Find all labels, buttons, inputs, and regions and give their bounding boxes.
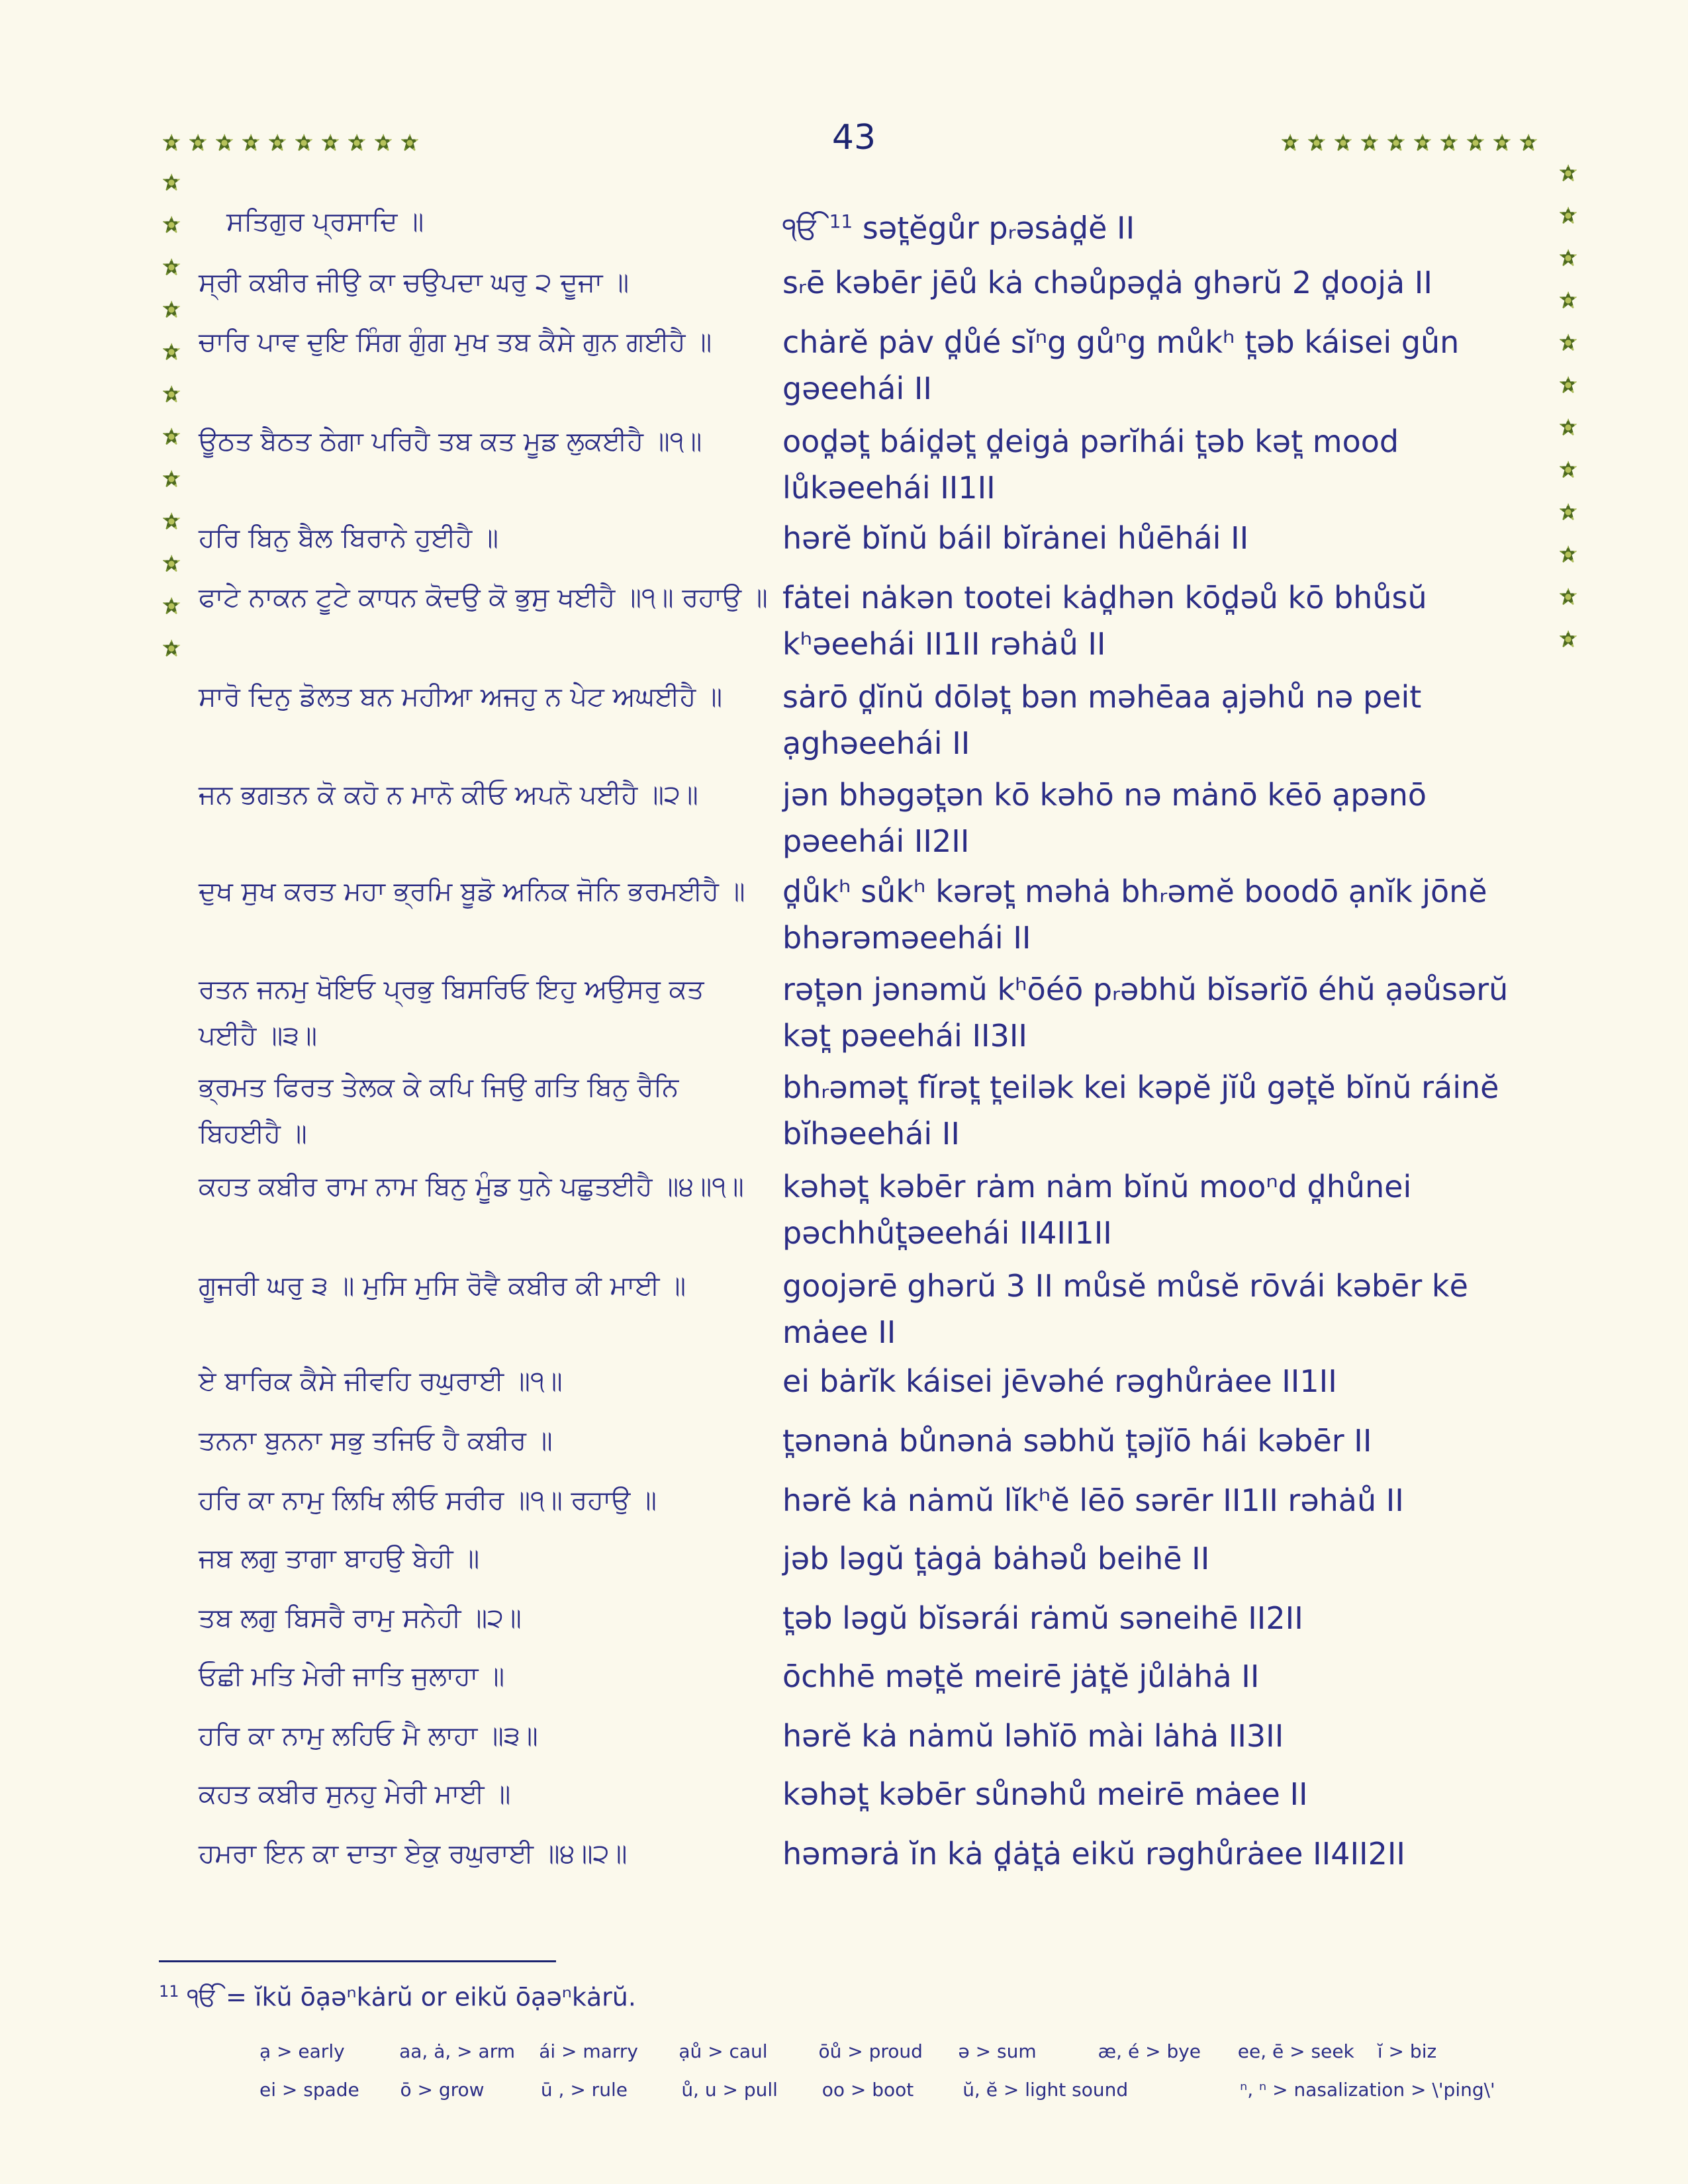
footnote	[159, 1982, 636, 2013]
pronunciation-key-item: oo > boot	[821, 2078, 914, 2101]
gurmukhi-line: ਚਾਰਿ ਪਾਵ ਦੁਇ ਸਿੰਗ ਗੁੰਗ ਮੁਖ ਤਬ ਕੈਸੇ ਗੁਨ ਗਈਹੈ ॥	[199, 327, 712, 357]
gurmukhi-line: ਹਰਿ ਕਾ ਨਾਮੁ ਲਹਿਓ ਮੈ ਲਾਹਾ ॥੩॥	[199, 1721, 538, 1751]
transliteration-line: hərĕ kȧ nȧmŭ ləhĭō mài lȧhȧ II3II	[782, 1718, 1284, 1754]
pronunciation-key-item: ō > grow	[400, 2078, 485, 2101]
flower-ornament-icon	[162, 639, 181, 658]
pronunciation-key-item: æ, é > bye	[1098, 2040, 1201, 2062]
pronunciation-key-item: ŭ, ĕ > light sound	[962, 2078, 1129, 2101]
flower-ornament-icon	[162, 385, 181, 404]
flower-ornament-icon	[242, 134, 260, 152]
flower-ornament-icon	[215, 134, 234, 152]
transliteration-line: hərĕ bĭnŭ báil bĭrȧnei hůēhái II	[782, 520, 1249, 556]
flower-ornament-icon	[1360, 134, 1379, 152]
transliteration-line: kəhət̪ kəbēr rȧm nȧm bĭnŭ mooⁿd d̪hůnei pəchhůt̪əeehái II4II1II	[782, 1169, 1421, 1251]
transliteration-line: t̪ənənȧ bůnənȧ səbhŭ t̪əjĭō hái kəbēr II	[782, 1423, 1372, 1459]
flower-ornament-icon	[1334, 134, 1352, 152]
pronunciation-key-item: ạů > caul	[679, 2040, 768, 2062]
gurmukhi-line: ਰਤਨ ਜਨਮੁ ਖੋਇਓ ਪ੍ਰਭੁ ਬਿਸਰਿਓ ਇਹੁ ਅਉਸਰੁ ਕਤ ਪਈਹੈ ॥੩॥	[199, 974, 704, 1051]
flower-ornament-icon	[295, 134, 313, 152]
footnote-text: ੴ = ĭkŭ ōạəⁿkȧrŭ or eikŭ ōạəⁿkȧrŭ.	[187, 1982, 636, 2012]
transliteration-line	[782, 199, 1537, 251]
flower-ornament-icon	[162, 512, 181, 531]
transliteration-line: sȧrō d̪ĭnŭ dōlət̪ bən məhēaa ạjəhů nə peit ạghəeehái II	[782, 679, 1431, 761]
gurmukhi-line: ਫਾਟੇ ਨਾਕਨ ਟੂਟੇ ਕਾਧਨ ਕੋਦਉ ਕੋ ਭੁਸੁ ਖਈਹੈ ॥੧॥ ਰਹਾਉ ॥	[199, 582, 768, 613]
ik-onkar-symbol: ੴ	[782, 210, 820, 246]
flower-ornament-icon	[1519, 134, 1538, 152]
flower-ornament-icon	[162, 300, 181, 319]
gurmukhi-line: ਦੁਖ ਸੁਖ ਕਰਤ ਮਹਾ ਭ੍ਰਮਿ ਬੂਡੋ ਅਨਿਕ ਜੋਨਿ ਭਰਮਈਹੈ ॥	[199, 876, 745, 907]
gurmukhi-line: ਊਠਤ ਬੈਠਤ ਠੇਗਾ ਪਰਿਹੈ ਤਬ ਕਤ ਮੂਡ ਲੁਕਈਹੈ ॥੧॥	[199, 426, 702, 457]
gurmukhi-line: ਸਾਰੋ ਦਿਨੁ ਡੋਲਤ ਬਨ ਮਹੀਆ ਅਜਹੁ ਨ ਪੇਟ ਅਘਈਹੈ ॥	[199, 682, 723, 712]
gurmukhi-line: ਗੂਜਰੀ ਘਰੁ ੩ ॥ ਮੁਸਿ ਮੁਸਿ ਰੋਵੈ ਕਬੀਰ ਕੀ ਮਾਈ ॥	[199, 1271, 686, 1301]
gurmukhi-line: ਸ੍ਰੀ ਕਬੀਰ ਜੀਉ ਕਾ ਚਉਪਦਾ ਘਰੁ ੨ ਦੂਜਾ ॥	[199, 267, 630, 298]
flower-ornament-icon	[1413, 134, 1432, 152]
footnote-divider	[159, 1960, 556, 1962]
flower-ornament-icon	[1307, 134, 1326, 152]
footnote-number: 11	[159, 1982, 179, 2001]
gurmukhi-line: ਭ੍ਰਮਤ ਫਿਰਤ ਤੇਲਕ ਕੇ ਕਪਿ ਜਿਉ ਗਤਿ ਬਿਨੁ ਰੈਨਿ ਬਿਹਈਹੈ ॥	[199, 1072, 679, 1149]
flower-ornament-icon	[1559, 503, 1577, 522]
transliteration-line: ei bȧrĭk káisei jēvəhé rəghůrȧee II1II	[782, 1363, 1337, 1399]
flower-ornament-icon	[1559, 630, 1577, 649]
transliteration-line: sᵣē kəbēr jēů kȧ chəůpəd̪ȧ ghərŭ 2 d̪oojȧ II	[782, 265, 1432, 300]
pronunciation-key-item: aa, ȧ, > arm	[399, 2040, 515, 2062]
pronunciation-key-item: ů, u > pull	[681, 2078, 778, 2101]
flower-ornament-icon	[1559, 588, 1577, 606]
flower-ornament-icon	[1493, 134, 1511, 152]
pronunciation-key	[259, 2032, 1517, 2109]
flower-ornament-icon	[321, 134, 340, 152]
decorative-border-right	[1559, 164, 1577, 649]
flower-ornament-icon	[162, 216, 181, 234]
gurmukhi-line: ਕਹਤ ਕਬੀਰ ਰਾਮ ਨਾਮ ਬਿਨੁ ਮੂੰਡ ਧੁਨੇ ਪਛੁਤਈਹੈ ॥੪॥੧॥	[199, 1171, 744, 1202]
transliteration-line: kəhət̪ kəbēr sůnəhů meirē mȧee II	[782, 1776, 1308, 1812]
flower-ornament-icon	[374, 134, 393, 152]
pronunciation-key-row	[259, 2032, 1517, 2070]
flower-ornament-icon	[162, 428, 181, 446]
flower-ornament-icon	[1559, 376, 1577, 394]
flower-ornament-icon	[162, 258, 181, 277]
decorative-border-top-right	[1281, 134, 1538, 152]
transliteration-line: hərĕ kȧ nȧmŭ lĭkʰĕ lēō sərēr II1II rəhȧů II	[782, 1482, 1404, 1518]
flower-ornament-icon	[1440, 134, 1458, 152]
flower-ornament-icon	[162, 134, 181, 152]
flower-ornament-icon	[162, 555, 181, 573]
flower-ornament-icon	[162, 597, 181, 615]
transliteration-line: fȧtei nȧkən tootei kȧd̪hən kōd̪əů kō bhůsŭ kʰəeehái II1II rəhȧů II	[782, 580, 1437, 662]
transliteration-line: həmərȧ ĭn kȧ d̪ȧt̪ȧ eikŭ rəghůrȧee II4II2II	[782, 1836, 1406, 1872]
gurmukhi-line: ਓਛੀ ਮਤਿ ਮੇਰੀ ਜਾਤਿ ਜੁਲਾਹਾ ॥	[199, 1661, 505, 1692]
transliteration-line: rət̪ən jənəmŭ kʰōéō pᵣəbhŭ bĭsərĭō éhŭ ạəůsərŭ kət̪ pəeehái II3II	[782, 972, 1518, 1054]
flower-ornament-icon	[162, 173, 181, 192]
gurmukhi-line: ਤਬ ਲਗੁ ਬਿਸਰੈ ਰਾਮੁ ਸਨੇਹੀ ॥੨॥	[199, 1603, 522, 1633]
transliteration-line: jəb ləgŭ t̪ȧgȧ bȧhəů beihē II	[782, 1541, 1210, 1576]
gurmukhi-line: ਸਤਿਗੁਰ ਪ੍ਰਸਾਦਿ ॥	[226, 206, 424, 237]
pronunciation-key-item: ū , > rule	[540, 2078, 628, 2101]
pronunciation-key-row	[259, 2070, 1517, 2109]
flower-ornament-icon	[1281, 134, 1299, 152]
gurmukhi-line: ਕਹਤ ਕਬੀਰ ਸੁਨਹੁ ਮੇਰੀ ਮਾਈ ॥	[199, 1779, 511, 1809]
flower-ornament-icon	[1559, 461, 1577, 479]
flower-ornament-icon	[1559, 249, 1577, 267]
flower-ornament-icon	[400, 134, 419, 152]
gurmukhi-line: ਏ ਬਾਰਿਕ ਕੈਸੇ ਜੀਵਹਿ ਰਘੁਰਾਈ ॥੧॥	[199, 1366, 563, 1396]
pronunciation-key-item: ee, ē > seek	[1237, 2040, 1354, 2062]
flower-ornament-icon	[268, 134, 287, 152]
flower-ornament-icon	[1559, 545, 1577, 564]
transliteration-line: chȧrĕ pȧv d̪ůé sĭⁿg gůⁿg můkʰ t̪əb káisei gůn gəeehái II	[782, 324, 1469, 406]
transliteration-line: t̪əb ləgŭ bĭsərái rȧmŭ səneihē II2II	[782, 1600, 1303, 1636]
gurmukhi-line: ਹਰਿ ਕਾ ਨਾਮੁ ਲਿਖਿ ਲੀਓ ਸਰੀਰ ॥੧॥ ਰਹਾਉ ॥	[199, 1485, 657, 1516]
gurmukhi-line: ਜਨ ਭਗਤਨ ਕੋ ਕਹੋ ਨ ਮਾਨੋ ਕੀਓ ਅਪਨੋ ਪਈਹੈ ॥੨॥	[199, 780, 698, 810]
flower-ornament-icon	[1559, 291, 1577, 310]
transliteration-line: jən bhəgət̪ən kō kəhō nə mȧnō kēō ạpənō pəeehái II2II	[782, 777, 1436, 859]
pronunciation-key-item: ə > sum	[958, 2040, 1037, 2062]
decorative-border-top-left	[162, 134, 419, 152]
decorative-border-left	[162, 173, 181, 658]
flower-ornament-icon	[1559, 164, 1577, 183]
pronunciation-key-item: ạ > early	[259, 2040, 345, 2062]
gurmukhi-line: ਤਨਨਾ ਬੁਨਨਾ ਸਭੁ ਤਜਿਓ ਹੈ ਕਬੀਰ ॥	[199, 1426, 553, 1456]
flower-ornament-icon	[1466, 134, 1485, 152]
page-number: 43	[831, 118, 876, 158]
transliteration-line: d̪ůkʰ sůkʰ kərət̪ məhȧ bhᵣəmĕ boodō ạnĭk jōnĕ bhərəməeehái II	[782, 874, 1497, 956]
transliteration-line: ōchhē mət̪ĕ meirē jȧt̪ĕ jůlȧhȧ II	[782, 1659, 1260, 1694]
flower-ornament-icon	[1387, 134, 1405, 152]
flower-ornament-icon	[1559, 418, 1577, 437]
gurmukhi-line: ਜਬ ਲਗੁ ਤਾਗਾ ਬਾਹਉ ਬੇਹੀ ॥	[199, 1543, 480, 1574]
flower-ornament-icon	[189, 134, 207, 152]
gurmukhi-line: ਹਮਰਾ ਇਨ ਕਾ ਦਾਤਾ ਏਕੁ ਰਘੁਰਾਈ ॥੪॥੨॥	[199, 1839, 628, 1869]
transliteration-line: bhᵣəmət̪ fĭrət̪ t̪eilək kei kəpĕ jĭů gət̪ĕ bĭnŭ ráinĕ bĭhəeehái II	[782, 1069, 1509, 1152]
transliteration-line: goojərē ghərŭ 3 II můsĕ můsĕ rōvái kəbēr kē mȧee II	[782, 1268, 1478, 1350]
pronunciation-key-item: ⁿ, ⁿ > nasalization > \'ping\'	[1240, 2078, 1495, 2101]
gurmukhi-line: ਹਰਿ ਬਿਨੁ ਬੈਲ ਬਿਰਾਨੇ ਹੁਈਹੈ ॥	[199, 523, 498, 553]
flower-ornament-icon	[162, 470, 181, 488]
flower-ornament-icon	[348, 134, 366, 152]
flower-ornament-icon	[162, 343, 181, 361]
footnote-reference: 11	[829, 210, 853, 232]
pronunciation-key-item: ōů > proud	[818, 2040, 923, 2062]
transliteration-line: ood̪ət̪ báid̪ət̪ d̪eigȧ pərĭhái t̪əb kət̪ mood lůkəeehái II1II	[782, 424, 1409, 506]
pronunciation-key-item: ei > spade	[259, 2078, 359, 2101]
transliteration-text: sət̪ĕgůr pᵣəsȧd̪ĕ II	[862, 210, 1135, 246]
flower-ornament-icon	[1559, 206, 1577, 225]
flower-ornament-icon	[1559, 334, 1577, 352]
pronunciation-key-item: ái > marry	[539, 2040, 638, 2062]
pronunciation-key-item: ĭ > biz	[1377, 2040, 1437, 2062]
